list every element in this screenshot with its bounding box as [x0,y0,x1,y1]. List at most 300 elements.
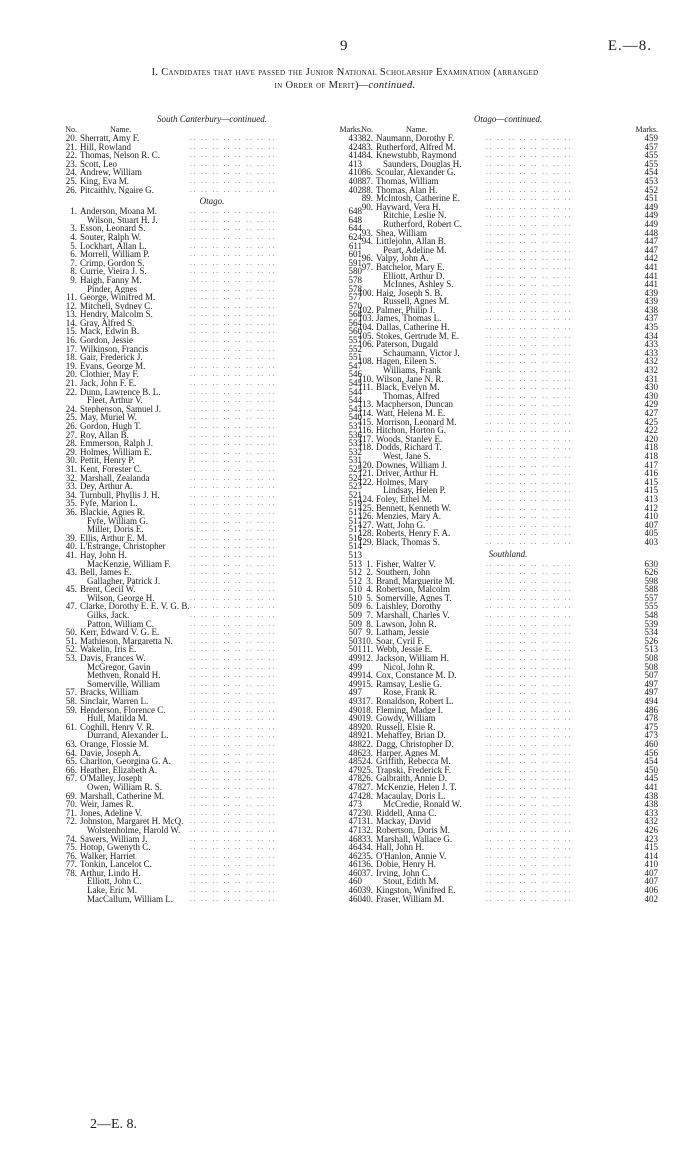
candidate-name: George, Winifred M. [80,293,156,302]
candidate-name: McInnes, Ashley S. [383,280,454,289]
candidate-row [358,886,658,895]
dot-leader: .. .. .. .. .. .. .. .. [486,731,573,740]
rank-number: 1. [366,558,373,569]
dot-leader: .. .. .. .. .. .. .. .. [486,168,573,177]
rank-number: 19. [361,713,373,724]
candidate-row [62,285,362,294]
candidate-row [62,327,362,336]
rank-number: 82. [361,133,373,143]
marks-value: 513 [348,558,362,569]
marks-value: 406 [644,885,658,896]
dot-leader: .. .. .. .. .. .. .. .. [190,353,277,362]
candidate-name: Morrell, William P. [80,250,150,259]
dot-leader: .. .. .. .. .. .. .. .. [190,284,277,293]
candidate-name: Fyfe, Marion L. [80,499,138,508]
candidate-row [358,783,658,792]
dot-leader: .. .. .. .. .. .. .. .. [190,207,277,216]
candidate-row [358,766,658,775]
rank-number: 13. [65,309,77,320]
rank-number: 50. [65,627,77,638]
rank-number: 18. [65,352,77,363]
marks-value: 531 [348,455,362,466]
marks-value: 626 [644,567,658,578]
candidate-row [358,637,658,646]
candidate-name: Driver, Arthur H. [376,469,439,478]
candidate-row [358,323,658,332]
rank-number: 90. [361,201,373,212]
rank-number: 26. [65,184,77,195]
rank-number: 26. [65,421,77,431]
dot-leader: .. .. .. .. .. .. .. .. [486,808,573,817]
marks-value: 514 [348,541,362,552]
rank-number: 4. [70,231,77,242]
candidate-name: Marshall, Catherine M. [80,791,164,801]
candidate-row [62,671,362,680]
marks-value: 405 [644,528,658,539]
marks-value: 508 [644,661,658,672]
marks-value: 546 [348,369,362,380]
marks-value: 564 [348,317,362,328]
dot-leader: .. .. .. .. .. .. .. .. [486,894,573,903]
marks-value: 438 [644,790,658,801]
candidate-row [62,766,362,775]
dot-leader: .. .. .. .. .. .. .. .. [190,327,277,336]
rank-number: 45. [65,584,77,595]
candidate-row [358,611,658,620]
candidate-row [62,151,362,160]
candidate-name: West, Jane S. [383,451,431,461]
candidate-row [358,774,658,783]
dot-leader: .. .. .. .. .. .. .. .. [486,868,573,877]
dot-leader: .. .. .. .. .. .. .. .. [190,550,277,559]
marks-value: 490 [348,713,362,724]
rank-number: 27. [65,429,77,440]
dot-leader: .. .. .. .. .. .. .. .. [486,262,573,271]
rank-number: 114. [358,408,374,418]
dot-leader: .. .. .. .. .. .. .. .. [486,654,573,663]
rank-number [62,671,80,680]
candidate-row [358,478,658,487]
rank-number: 93. [361,227,373,238]
candidate-row [358,314,658,323]
dot-leader: .. .. .. .. .. .. .. .. [190,568,277,577]
marks-value: 402 [348,184,362,195]
candidate-row [358,843,658,852]
candidate-name: Robertson, Malcolm [376,585,450,594]
rank-number [358,211,376,220]
dot-leader: .. .. .. .. .. .. .. .. [190,293,277,302]
candidate-row [358,749,658,758]
dot-leader: .. .. .. .. .. .. .. .. [190,817,277,826]
rank-number: 67. [65,773,77,784]
candidate-row [358,134,658,143]
marks-value: 423 [644,833,658,844]
dot-leader: .. .. .. .. .. .. .. .. [486,254,573,263]
dot-leader: .. .. .. .. .. .. .. .. [190,430,277,439]
marks-value: 435 [644,322,658,333]
rank-number: 111. [358,382,374,393]
dot-leader: .. .. .. .. .. .. .. .. [190,413,277,422]
candidate-name: Wilson, Jane N. R. [376,374,444,384]
dot-leader: .. .. .. .. .. .. .. .. [190,611,277,620]
rank-number: 89. [361,193,373,204]
candidate-name: Hendry, Malcolm S. [80,310,153,319]
candidate-name: Brand, Marguerite M. [376,576,455,586]
rank-number: 39. [65,532,77,543]
dot-leader: .. .. .. .. .. .. .. .. [190,499,277,508]
marks-value: 456 [644,747,658,758]
rank-number: 88. [361,184,373,195]
dot-leader: .. .. .. .. .. .. .. .. [190,851,277,860]
candidate-row [62,551,362,560]
dot-leader: .. .. .. .. .. .. .. .. [190,808,277,817]
marks-value: 478 [348,773,362,784]
candidate-name: Bell, James E. [80,568,132,577]
rank-number: 118. [358,442,374,453]
marks-value: 497 [644,687,658,698]
candidate-name: Fleet, Arthur V. [87,396,143,405]
marks-value: 601 [348,249,362,260]
dot-leader: .. .. .. .. .. .. .. .. [190,894,277,903]
rank-number: 94. [361,236,373,247]
rank-number: 40. [65,541,77,552]
rank-number: 51. [65,635,77,646]
candidate-row [62,293,362,302]
dot-leader: .. .. .. .. .. .. .. .. [486,460,573,469]
rank-number: 52. [65,644,77,655]
candidate-row [62,645,362,654]
candidate-row [358,383,658,392]
candidate-row [358,160,658,169]
marks-value: 499 [348,653,362,664]
candidate-row [62,431,362,440]
dot-leader: .. .. .. .. .. .. .. .. [190,215,277,224]
rank-number: 22. [361,738,373,749]
dot-leader: .. .. .. .. .. .. .. .. [190,507,277,516]
marks-value: 457 [644,141,658,152]
candidate-name: Griffith, Rebecca M. [376,757,451,766]
marks-value: 509 [348,610,362,621]
dot-leader: .. .. .. .. .. .. .. .. [190,301,277,310]
dot-leader: .. .. .. .. .. .. .. .. [486,219,573,228]
rank-number: 40. [361,893,373,904]
marks-value: 415 [644,476,658,487]
rank-number: 6. [70,249,77,260]
candidate-row [358,835,658,844]
candidate-row [358,731,658,740]
candidate-row [358,237,658,246]
dot-leader: .. .. .. .. .. .. .. .. [486,611,573,620]
rank-number: 115. [358,416,374,427]
candidate-name: Russell, Agnes M. [383,297,450,306]
candidate-name: Gordon, Jessie [80,336,133,345]
rank-number: 10. [361,635,373,646]
marks-value: 449 [644,201,658,212]
marks-value: 591 [348,257,362,268]
rank-number: 11. [362,644,373,655]
marks-value: 431 [644,373,658,384]
candidate-name: Hull, Matilda M. [87,714,148,723]
candidate-row [62,250,362,259]
rank-number: 24. [65,403,77,414]
candidate-name: Roberts, Henry F. A. [376,529,451,538]
candidate-row [62,568,362,577]
marks-value: 439 [644,296,658,307]
candidate-row [62,680,362,689]
candidate-name: Mack, Edwin B. [80,327,139,337]
rank-number: 20. [361,721,373,732]
rank-number: 8. [70,266,77,277]
candidate-row [358,697,658,706]
candidate-name: Kent, Forester C. [80,464,142,474]
candidate-row [62,465,362,474]
marks-value: 499 [348,678,362,689]
candidate-name: McGregor, Gavin [87,662,151,672]
rank-number: 100. [358,287,374,298]
dot-leader: .. .. .. .. .. .. .. .. [486,529,573,538]
candidate-row [62,852,362,861]
dot-leader: .. .. .. .. .. .. .. .. [190,516,277,525]
rank-number: 110. [358,373,374,384]
dot-leader: .. .. .. .. .. .. .. .. [486,443,573,452]
rank-number: 65. [65,756,77,767]
marks-value: 497 [348,687,362,698]
candidate-name: Marshall, Zealanda [80,473,150,483]
candidate-name: Tonkin, Lancelot C. [80,860,152,869]
dot-leader: .. .. .. .. .. .. .. .. [486,426,573,435]
candidate-name: Wakelin, Iris E. [80,645,137,655]
candidate-name: L'Estrange, Christopher [80,542,166,551]
rank-number: 21. [65,378,77,389]
dot-leader: .. .. .. .. .. .. .. .. [190,447,277,456]
dot-leader: .. .. .. .. .. .. .. .. [486,800,573,809]
rank-number: 64. [65,747,77,758]
candidate-name: Esson, Leonard S. [80,224,146,233]
marks-value: 489 [348,730,362,741]
dot-leader: .. .. .. .. .. .. .. .. [190,224,277,233]
marks-value: 489 [348,721,362,732]
rank-number [62,895,80,904]
candidate-row [62,757,362,766]
dot-leader: .. .. .. .. .. .. .. .. [190,679,277,688]
candidate-row [358,211,658,220]
candidate-row [358,349,658,358]
candidate-name: Gordon, Hugh T. [80,422,142,431]
candidate-name: Lockhart, Allan L. [80,241,147,251]
candidate-name: Thomas, Alfred [383,391,440,401]
rank-number: 105. [358,330,374,341]
candidate-row [62,224,362,233]
section-heading: Otago. [199,196,225,207]
rank-number: 78. [65,867,77,878]
dot-leader: .. .. .. .. .. .. .. .. [486,434,573,443]
candidate-name: Black, Evelyn M. [376,383,440,392]
candidate-row [358,529,658,538]
rank-number: 17. [361,696,373,706]
candidate-row [62,697,362,706]
rank-number: 2. [366,567,373,578]
candidate-row [358,663,658,672]
candidate-row [358,895,658,904]
marks-value: 438 [644,304,658,315]
candidate-name: Bennett, Kenneth W. [376,503,451,513]
marks-value: 415 [644,485,658,496]
candidate-name: Weir, James R. [80,800,134,809]
rank-number: 24. [65,167,77,178]
marks-value: 544 [348,395,362,406]
rank-number: 75. [65,842,77,853]
marks-value: 534 [644,627,658,638]
dot-leader: .. .. .. .. .. .. .. .. [190,765,277,774]
marks-value: 432 [644,365,658,376]
dot-leader: .. .. .. .. .. .. .. .. [486,834,573,843]
candidate-name: Arthur, Lindo H. [80,868,141,878]
dot-leader: .. .. .. .. .. .. .. .. [486,383,573,392]
marks-value: 441 [644,781,658,792]
candidate-name: Mehaffey, Brian D. [376,731,446,740]
dot-leader: .. .. .. .. .. .. .. .. [486,757,573,766]
footer-signature: 2—E. 8. [90,1117,138,1132]
dot-leader: .. .. .. .. .. .. .. .. [486,400,573,409]
dot-leader: .. .. .. .. .. .. .. .. [486,585,573,594]
candidate-name: Clarke, Dorothy E. E. V. G. B. [80,602,190,612]
candidate-name: Naumann, Dorothy F. [376,134,455,143]
candidate-name: Menzies, Mary A. [376,512,441,521]
candidate-name: Gilks, Jack. [87,611,130,620]
marks-value: 624 [348,231,362,242]
candidate-row [62,800,362,809]
marks-value: 494 [644,696,658,706]
candidate-row [62,585,362,594]
marks-value: 407 [644,867,658,878]
candidate-name: Clothier, May F. [80,370,139,380]
rank-number: 7. [70,257,77,268]
rank-number [62,877,80,886]
candidate-name: Owen, William R. S. [87,782,162,792]
candidate-name: Somerville, Agnes T. [376,593,452,603]
dot-leader: .. .. .. .. .. .. .. .. [190,585,277,594]
candidate-name: Marshall, Charles V. [376,611,450,620]
candidate-row [358,418,658,427]
marks-value: 412 [644,502,658,513]
rank-number: 37. [361,867,373,878]
candidate-name: Anderson, Moana M. [80,207,157,216]
candidate-row [62,482,362,491]
candidate-row [358,246,658,255]
marks-value: 447 [644,244,658,255]
marks-value: 402 [644,893,658,904]
rank-number: 19. [65,360,77,371]
rank-number: 121. [358,468,374,479]
marks-value: 544 [348,386,362,397]
candidate-name: Cox, Constance M. D. [376,671,457,680]
marks-value: 434 [644,330,658,341]
candidate-row [358,714,658,723]
candidate-row [358,461,658,470]
candidate-name: Fraser, William M. [376,894,445,904]
candidate-row [358,723,658,732]
page-number: 9 [340,38,348,54]
rank-number: 32. [65,472,77,483]
candidate-row [62,654,362,663]
rank-number: 58. [65,696,77,706]
marks-value: 513 [348,549,362,560]
dot-leader: .. .. .. .. .. .. .. .. [486,671,573,680]
candidate-row [62,663,362,672]
rank-number: 116. [358,425,374,436]
dot-leader: .. .. .. .. .. .. .. .. [486,662,573,671]
dot-leader: .. .. .. .. .. .. .. .. [486,791,573,800]
dot-leader: .. .. .. .. .. .. .. .. [486,323,573,332]
rank-number: 29. [65,446,77,457]
marks-value: 442 [644,253,658,264]
candidate-row [358,757,658,766]
candidate-row [358,220,658,229]
marks-value: 490 [348,704,362,715]
candidate-name: Ronaldson, Robert L. [376,697,454,706]
marks-value: 454 [644,167,658,178]
candidate-row [358,186,658,195]
marks-value: 432 [644,356,658,367]
candidate-row [358,409,658,418]
candidate-row [62,809,362,818]
candidate-name: Holmes, William E. [80,447,152,457]
dot-leader: .. .. .. .. .. .. .. .. [486,739,573,748]
candidate-row [62,628,362,637]
rank-number: 83. [361,141,373,152]
dot-leader: .. .. .. .. .. .. .. .. [190,473,277,482]
candidate-row [62,534,362,543]
candidate-name: Miller, Doris E. [87,525,144,534]
rank-number: 102. [358,304,374,315]
dot-leader: .. .. .. .. .. .. .. .. [486,245,573,254]
candidate-name: Jack, John F. E. [80,379,137,388]
candidate-name: Rose, Frank R. [383,688,437,697]
candidate-row [62,886,362,895]
candidate-name: Black, Thomas S. [376,537,440,547]
rank-number: 1. [70,206,77,217]
rank-number: 20. [65,133,77,143]
dot-leader: .. .. .. .. .. .. .. .. [486,628,573,637]
rank-number: 128. [358,528,374,539]
dot-leader: .. .. .. .. .. .. .. .. [190,654,277,663]
rank-number: 27. [361,781,373,792]
marks-value: 460 [644,738,658,749]
rank-number: 117. [358,433,374,444]
marks-value: 497 [644,678,658,689]
candidate-row [62,714,362,723]
marks-value: 648 [348,206,362,217]
candidate-row [358,426,658,435]
marks-value: 611 [348,240,362,251]
marks-value: 433 [644,339,658,350]
dot-leader: .. .. .. .. .. .. .. .. [486,348,573,357]
candidate-row [358,671,658,680]
candidate-name: Latham, Jessie [376,628,429,637]
rank-number: 108. [358,356,374,367]
marks-value: 460 [348,867,362,878]
dot-leader: .. .. .. .. .. .. .. .. [190,250,277,259]
candidate-row [358,512,658,521]
candidate-row [358,203,658,212]
candidate-row [358,151,658,160]
dot-leader: .. .. .. .. .. .. .. .. [190,628,277,637]
rank-number: 3. [366,575,373,586]
dot-leader: .. .. .. .. .. .. .. .. [486,451,573,460]
candidate-name: Hotop, Gwenyth C. [80,843,151,852]
dot-leader: .. .. .. .. .. .. .. .. [486,576,573,585]
marks-value: 441 [644,279,658,290]
